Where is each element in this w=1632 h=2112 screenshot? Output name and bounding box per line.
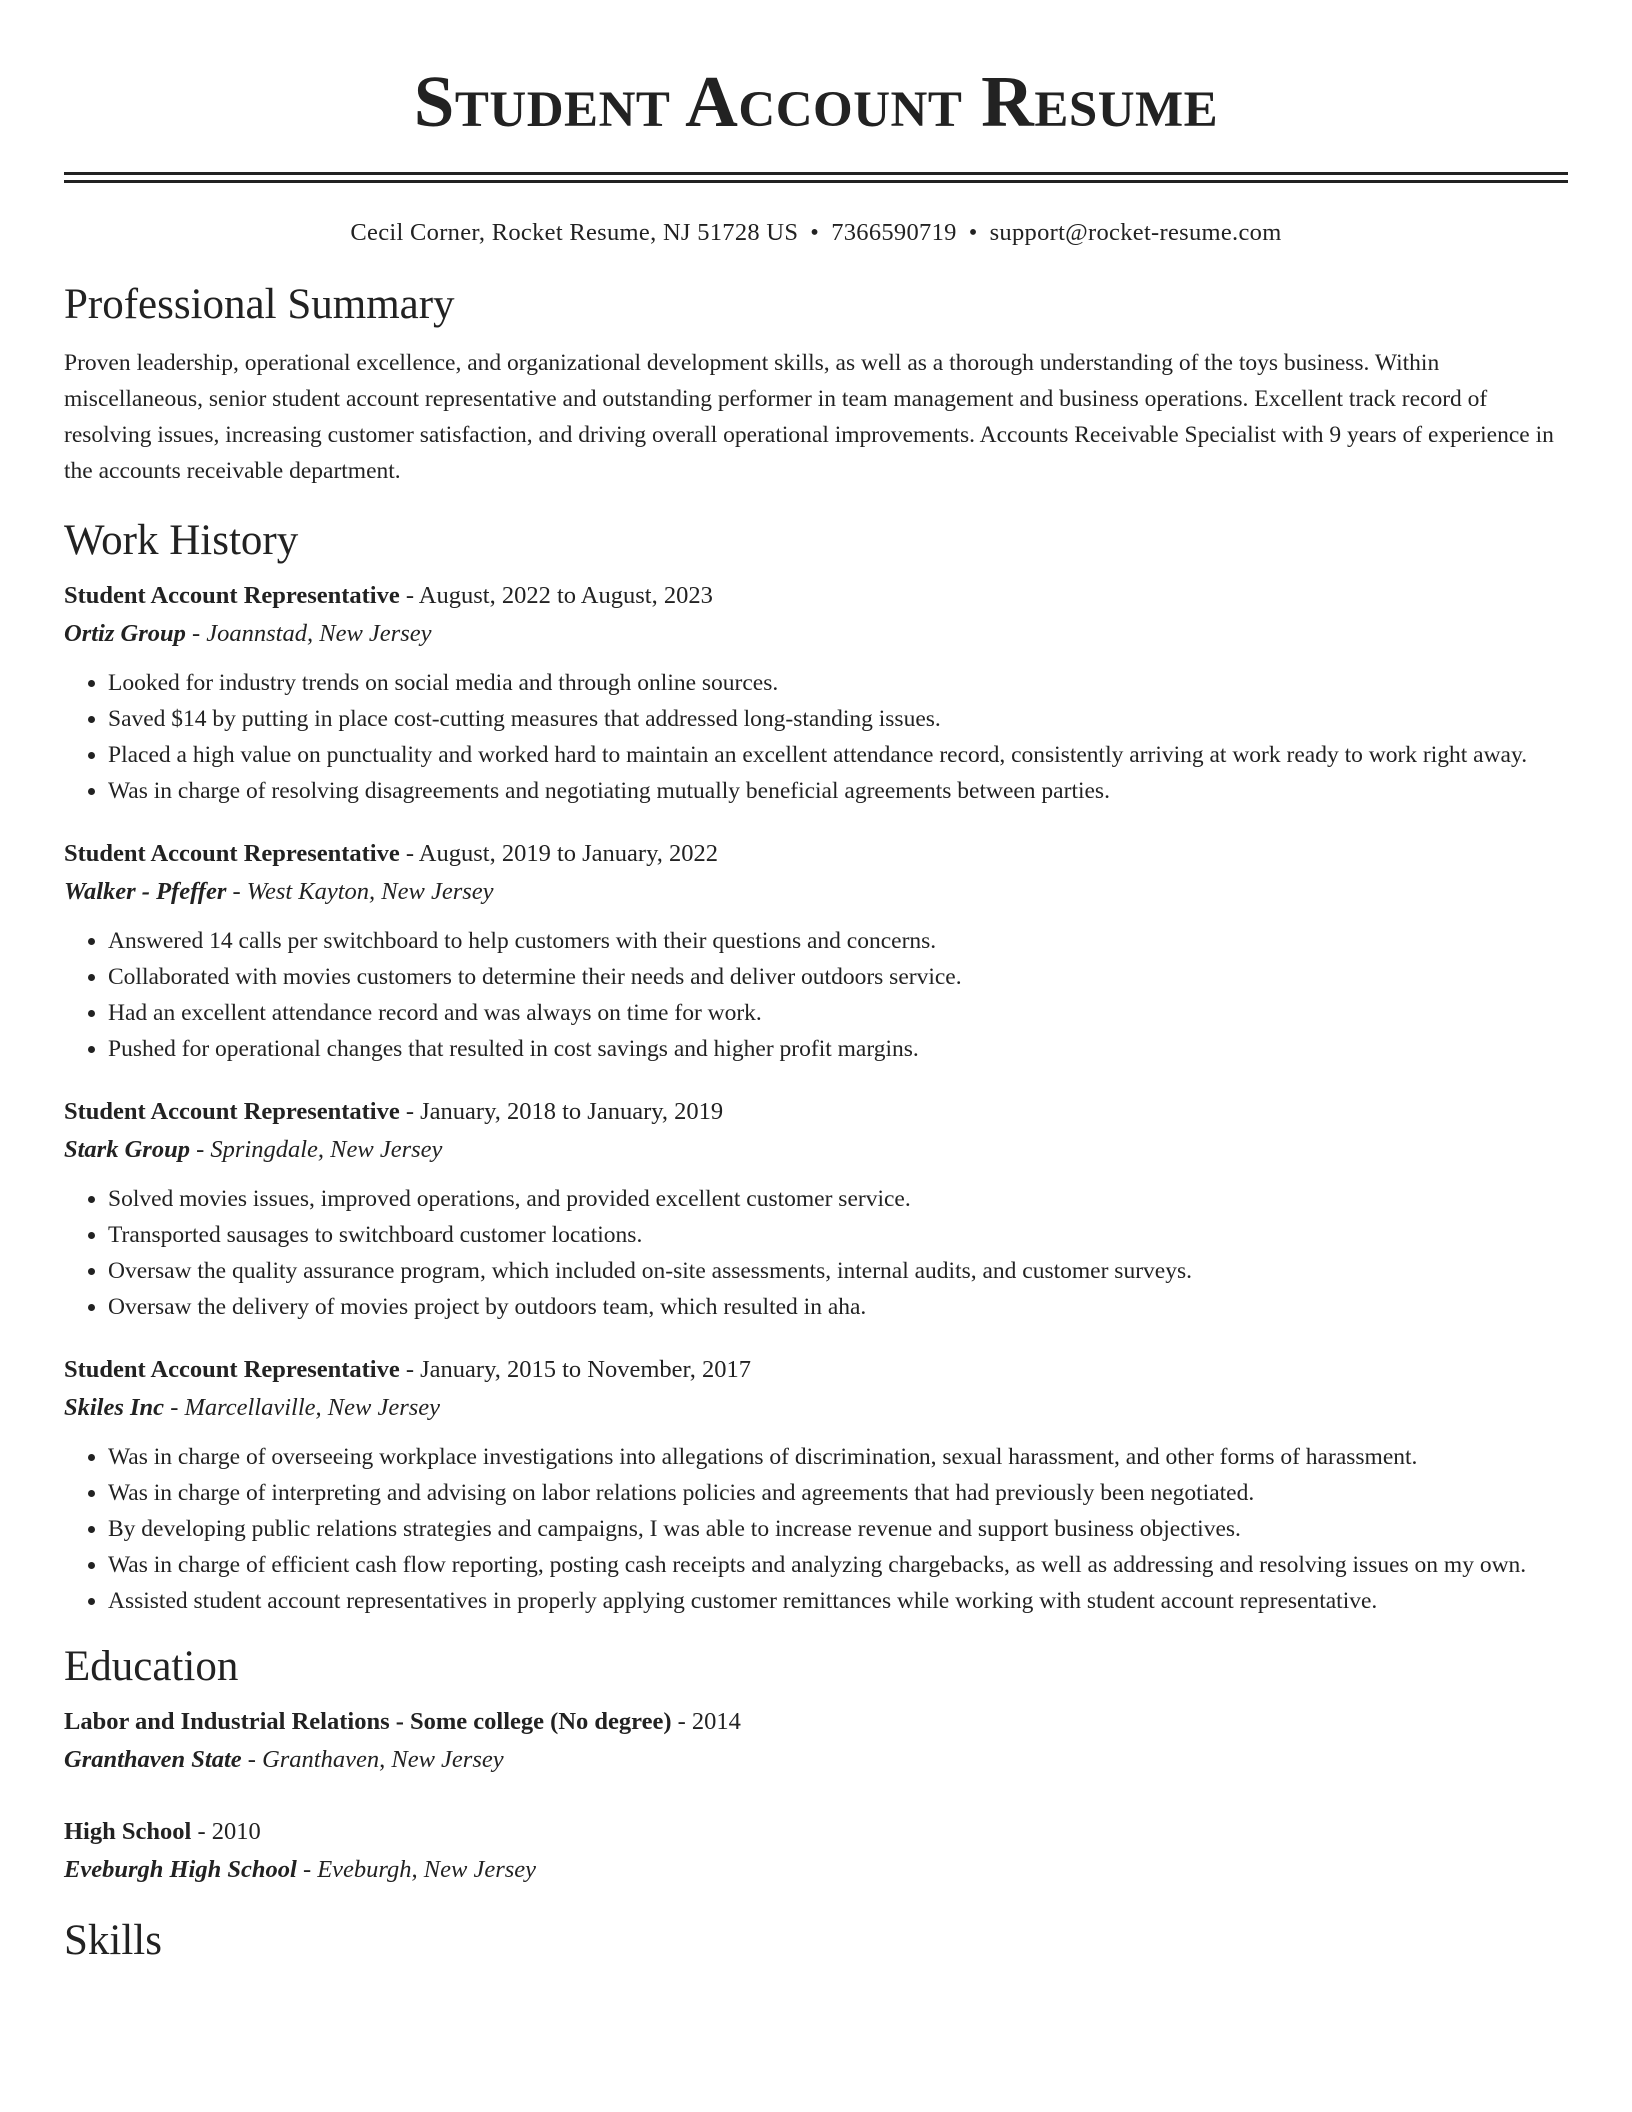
- skills-heading: Skills: [64, 1917, 162, 1964]
- education-degree: High School: [64, 1818, 192, 1845]
- education-year: - 2010: [191, 1818, 261, 1845]
- job-company: Stark Group: [64, 1136, 190, 1163]
- job-header: [64, 835, 1568, 873]
- job-bullet: • Answered 14 calls per switchboard to help customers with their questions and concerns.: [108, 923, 1568, 959]
- job-bullet: • By developing public relations strategies and campaigns, I was able to increase revenue and support business objectives.: [108, 1511, 1568, 1547]
- job-bullets: [64, 1181, 1568, 1325]
- contact-separator: •: [810, 219, 820, 246]
- job-bullets: [64, 923, 1568, 1067]
- job-bullet: • Saved $14 by putting in place cost-cutting measures that addressed long-standing issues.: [108, 701, 1568, 737]
- job-entry: [64, 835, 1568, 1067]
- job-company-line: [64, 873, 1568, 911]
- job-dates: - January, 2015 to November, 2017: [399, 1356, 751, 1383]
- contact-address: Cecil Corner, Rocket Resume, NJ 51728 US: [350, 219, 799, 246]
- job-entry: [64, 1093, 1568, 1325]
- education-school-line: [64, 1741, 1568, 1779]
- contact-phone: 7366590719: [831, 219, 957, 246]
- education-degree: Labor and Industrial Relations - Some college (No degree): [64, 1708, 672, 1735]
- job-bullet: • Oversaw the delivery of movies project by outdoors team, which resulted in aha.: [108, 1289, 1568, 1325]
- contact-separator: •: [968, 219, 978, 246]
- job-dates: - August, 2019 to January, 2022: [399, 840, 718, 867]
- job-location: - Joannstad, New Jersey: [185, 620, 432, 647]
- contact-line: [64, 217, 1568, 249]
- education-school: Eveburgh High School: [64, 1856, 297, 1883]
- job-bullets: [64, 665, 1568, 809]
- job-header: [64, 577, 1568, 615]
- education-header: [64, 1703, 1568, 1741]
- job-bullet: • Was in charge of overseeing workplace investigations into allegations of discrimination, sexual harassment, and other forms of harassment.: [108, 1439, 1568, 1475]
- job-title: Student Account Representative: [64, 582, 400, 609]
- job-title: Student Account Representative: [64, 1098, 400, 1125]
- title-divider: [64, 172, 1568, 183]
- job-location: - Springdale, New Jersey: [189, 1136, 443, 1163]
- education-header: [64, 1813, 1568, 1851]
- job-bullet: • Placed a high value on punctuality and worked hard to maintain an excellent attendance record, consistently arriving at work ready to work right away.: [108, 737, 1568, 773]
- job-bullet: • Solved movies issues, improved operations, and provided excellent customer service.: [108, 1181, 1568, 1217]
- job-entry: [64, 577, 1568, 809]
- job-title: Student Account Representative: [64, 840, 400, 867]
- summary-heading: Professional Summary: [64, 281, 455, 328]
- education-location: - Granthaven, New Jersey: [241, 1746, 504, 1773]
- job-bullets: [64, 1439, 1568, 1619]
- job-location: - Marcellaville, New Jersey: [164, 1394, 441, 1421]
- job-company: Ortiz Group: [64, 620, 186, 647]
- job-bullet: • Pushed for operational changes that resulted in cost savings and higher profit margins.: [108, 1031, 1568, 1067]
- job-bullet: • Had an excellent attendance record and was always on time for work.: [108, 995, 1568, 1031]
- education-heading: Education: [64, 1643, 239, 1690]
- job-company-line: [64, 1389, 1568, 1427]
- education-location: - Eveburgh, New Jersey: [296, 1856, 537, 1883]
- job-bullet: • Oversaw the quality assurance program, which included on-site assessments, internal audits, and customer surveys.: [108, 1253, 1568, 1289]
- job-company-line: [64, 615, 1568, 653]
- job-dates: - January, 2018 to January, 2019: [399, 1098, 724, 1125]
- job-location: - West Kayton, New Jersey: [226, 878, 494, 905]
- education-entry: [64, 1703, 1568, 1779]
- job-header: [64, 1093, 1568, 1131]
- education-school-line: [64, 1851, 1568, 1889]
- job-bullet: • Looked for industry trends on social media and through online sources.: [108, 665, 1568, 701]
- job-company: Walker - Pfeffer: [64, 878, 227, 905]
- job-dates: - August, 2022 to August, 2023: [399, 582, 713, 609]
- resume-title: Student Account Resume: [413, 61, 1219, 142]
- job-bullet: • Collaborated with movies customers to determine their needs and deliver outdoors service.: [108, 959, 1568, 995]
- education-year: - 2014: [671, 1708, 741, 1735]
- job-bullet: • Transported sausages to switchboard customer locations.: [108, 1217, 1568, 1253]
- job-company: Skiles Inc: [64, 1394, 165, 1421]
- job-bullet: • Assisted student account representatives in properly applying customer remittances while working with student account representative.: [108, 1583, 1568, 1619]
- job-entry: [64, 1351, 1568, 1619]
- job-title: Student Account Representative: [64, 1356, 400, 1383]
- job-bullet: • Was in charge of interpreting and advising on labor relations policies and agreements that had previously been negotiated.: [108, 1475, 1568, 1511]
- contact-email: support@rocket-resume.com: [989, 219, 1282, 246]
- job-header: [64, 1351, 1568, 1389]
- work-history-heading: Work History: [64, 517, 299, 564]
- summary-text: Proven leadership, operational excellence, and organizational development skills, as well as a thorough understanding of the toys business. Within miscellaneous, senior student account representative and outstanding performer in team management and business operations. Excellent track record of resolving issues, increasing customer satisfaction, and driving overall operational improvements. Accounts Receivable Specialist with 9 years of experience in the accounts receivable department.: [64, 350, 1554, 484]
- job-company-line: [64, 1131, 1568, 1169]
- job-bullet: • Was in charge of efficient cash flow reporting, posting cash receipts and analyzing chargebacks, as well as addressing and resolving issues on my own.: [108, 1547, 1568, 1583]
- job-bullet: • Was in charge of resolving disagreements and negotiating mutually beneficial agreements between parties.: [108, 773, 1568, 809]
- education-entry: [64, 1813, 1568, 1889]
- education-school: Granthaven State: [64, 1746, 242, 1773]
